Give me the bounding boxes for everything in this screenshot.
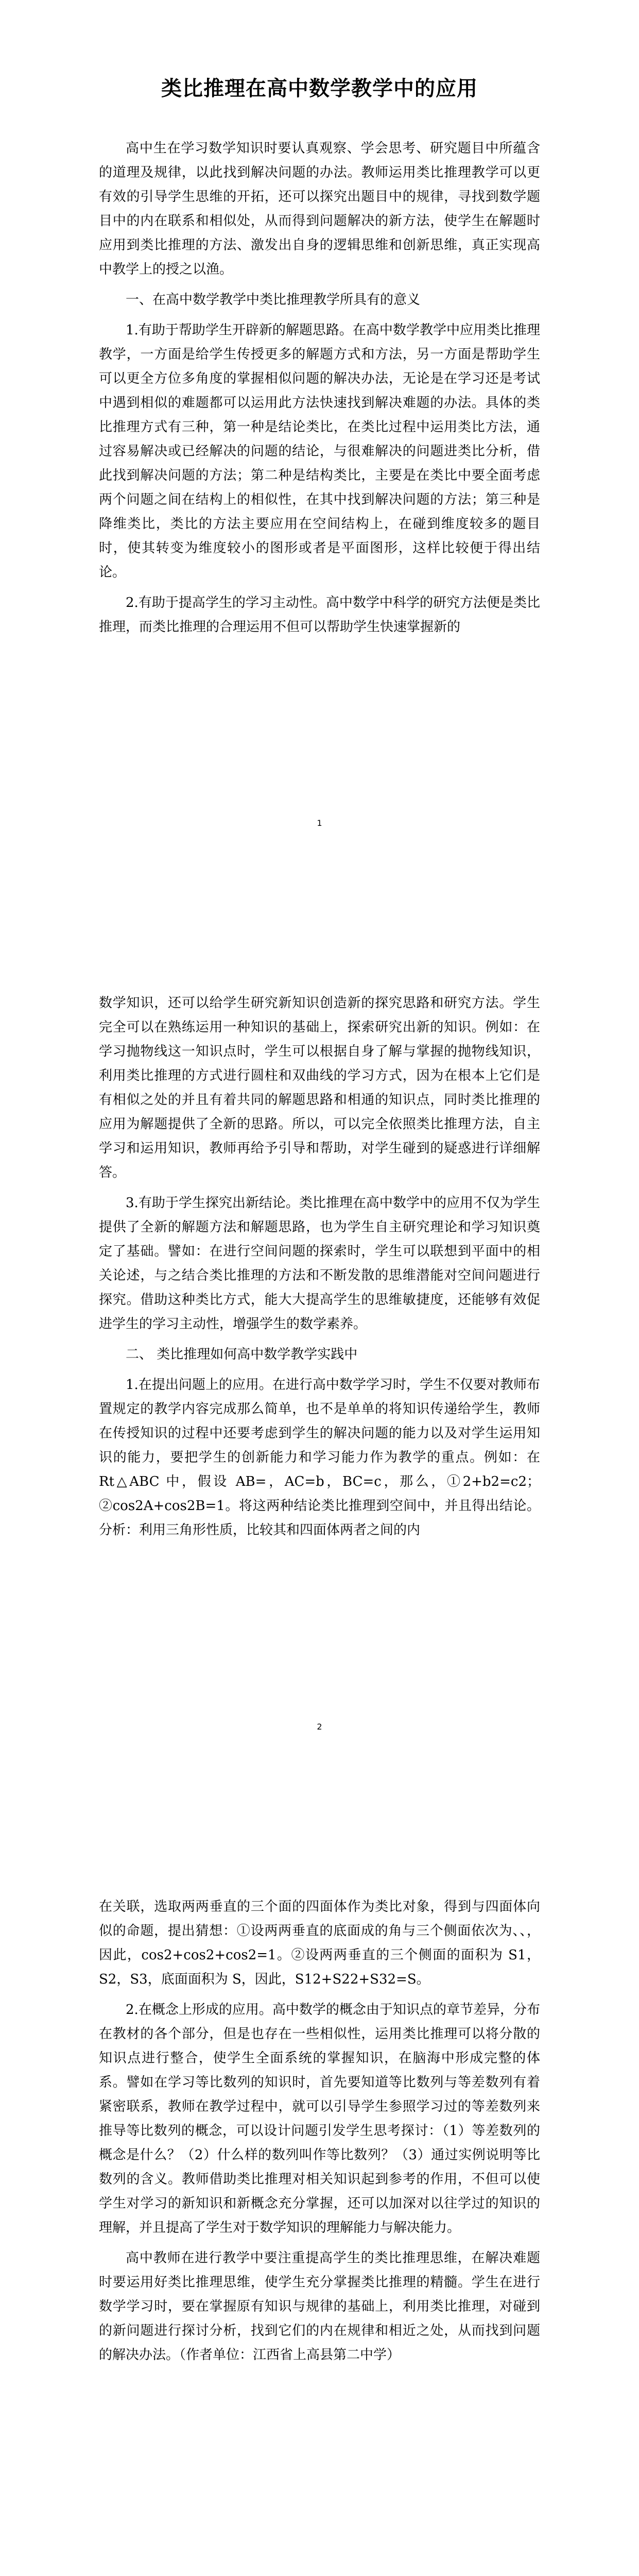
paragraph: 3.有助于学生探究出新结论。类比推理在高中数学中的应用不仅为学生提供了全新的解题方法和解题思路，也为学生自主研究理论和学习知识奠定了基础。譬如：在进行空间问题的探索时，学生可以联想到平面中的相关论述，与之结合类比推理的方法和不断发散的思维潜能对空间问题进行探究。借助这种类比方式，能大大提高学生的思维敏捷度，还能够有效促进学生的学习主动性，增强学生的数学素养。 <box>99 1195 540 1332</box>
paragraph-continued: 数学知识，还可以给学生研究新知识创造新的探究思路和研究方法。学生完全可以在熟练运用一种知识的基础上，探索研究出新的知识。例如：在学习抛物线这一知识点时，学生可以根据自身了解与掌握的抛物线知识，利用类比推理的方式进行圆柱和双曲线的学习方式，因为在根本上它们是有相似之处的并且有着共同的解题思路和相通的知识点，同时类比推理的应用为解题提供了全新的思路。所以，可以完全依照类比推理方法，自主学习和运用知识，教师再给予引导和帮助，对学生碰到的疑惑进行详细解答。 <box>99 995 540 1180</box>
paragraph: 1.在提出问题上的应用。在进行高中数学学习时，学生不仅要对教师布置规定的教学内容完成那么简单，也不是单单的将知识传递给学生，教师在传授知识的过程中还要考虑到学生的解决问题的能力以及对学生运用知识的能力，要把学生的创新能力和学习能力作为教学的重点。例如：在 Rt△ABC 中，假设 AB=，AC=b，BC=c，那么，①2+b2=c2；②cos2A+cos2B=1。将这两种结论类比推理到空间中，并且得出结论。分析：利用三角形性质，比较其和四面体两者之间的内 <box>99 1377 540 1538</box>
section-heading-1: 一、在高中数学教学中类比推理教学所具有的意义 <box>126 292 421 308</box>
page-number: 1 <box>317 818 322 828</box>
page-2-content <box>99 991 540 1549</box>
document-title: 类比推理在高中数学教学中的应用 <box>161 76 478 100</box>
paragraph-continued: 在关联，选取两两垂直的三个面的四面体作为类比对象，得到与四面体向似的命题，提出猜想：①设两两垂直的底面成的角与三个侧面依次为、、，因此，cos2+cos2+cos2=1。②设两两垂直的三个侧面的面积为 S1，S2，S3，底面面积为 S，因此，S12+S22+S32=S。 <box>99 1899 540 1987</box>
conclusion-paragraph: 高中教师在进行教学中要注重提高学生的类比推理思维，在解决难题时要运用好类比推理思维，使学生充分掌握类比推理的精髓。学生在进行数学学习时，要在掌握原有知识与规律的基础上，利用类比推理，对碰到的新问题进行探讨分析，找到它们的内在规律和相近之处，从而找到问题的解决办法。（作者单位：江西省上高县第二中学） <box>99 2250 540 2363</box>
intro-paragraph: 高中生在学习数学知识时要认真观察、学会思考、研究题目中所蕴含的道理及规律，以此找到解决问题的办法。教师运用类比推理教学可以更有效的引导学生思维的开拓，还可以探究出题目中的规律，寻找到数学题目中的内在联系和相似处，从而得到问题解决的新方法，使学生在解题时应用到类比推理的方法、激发出自身的逻辑思维和创新思维，真正实现高中教学上的授之以渔。 <box>99 141 540 277</box>
paragraph: 2.在概念上形成的应用。高中数学的概念由于知识点的章节差异，分布在教材的各个部分，但是也存在一些相似性，运用类比推理可以将分散的知识点进行整合，使学生全面系统的掌握知识，在脑海中形成完整的体系。譬如在学习等比数列的知识时，首先要知道等比数列与等差数列有着紧密联系，教师在教学过程中，就可以引导学生参照学习过的等差数列来推导等比数列的概念，可以设计问题引发学生思考探讨：（1）等差数列的概念是什么？（2）什么样的数列叫作等比数列？（3）通过实例说明等比数列的含义。教师借助类比推理对相关知识起到参考的作用，不但可以使学生对学习的新知识和新概念充分掌握，还可以加深对以往学过的知识的理解，并且提高了学生对于数学知识的理解能力与解决能力。 <box>99 2002 540 2235</box>
paragraph: 1.有助于帮助学生开辟新的解题思路。在高中数学教学中应用类比推理教学，一方面是给学生传授更多的解题方式和方法，另一方面是帮助学生可以更全方位多角度的掌握相似问题的解决办法，无论是在学习还是考试中遇到相似的难题都可以运用此方法快速找到解决难题的办法。具体的类比推理方式有三种，第一种是结论类比，在类比过程中运用类比方法，通过容易解决或已经解决的问题的结论，与很难解决的问题进类比分析，借此找到解决问题的方法；第二种是结构类比，主要是在类比中要全面考虑两个问题之间在结构上的相似性，在其中找到解决问题的方法；第三种是降维类比，类比的方法主要应用在空间结构上，在碰到维度较多的题目时，使其转变为维度较小的图形或者是平面图形，这样比较便于得出结论。 <box>99 323 540 580</box>
page-3-content <box>99 1895 540 2374</box>
section-heading-2: 二、 类比推理如何高中数学教学实践中 <box>126 1347 358 1362</box>
page-1 <box>0 0 639 904</box>
page-3 <box>0 1807 639 2576</box>
page-1-content <box>99 72 540 646</box>
paragraph: 2.有助于提高学生的学习主动性。高中数学中科学的研究方法便是类比推理，而类比推理的合理运用不但可以帮助学生快速掌握新的 <box>99 595 540 635</box>
page-2 <box>0 904 639 1807</box>
page-number: 2 <box>317 1722 322 1732</box>
